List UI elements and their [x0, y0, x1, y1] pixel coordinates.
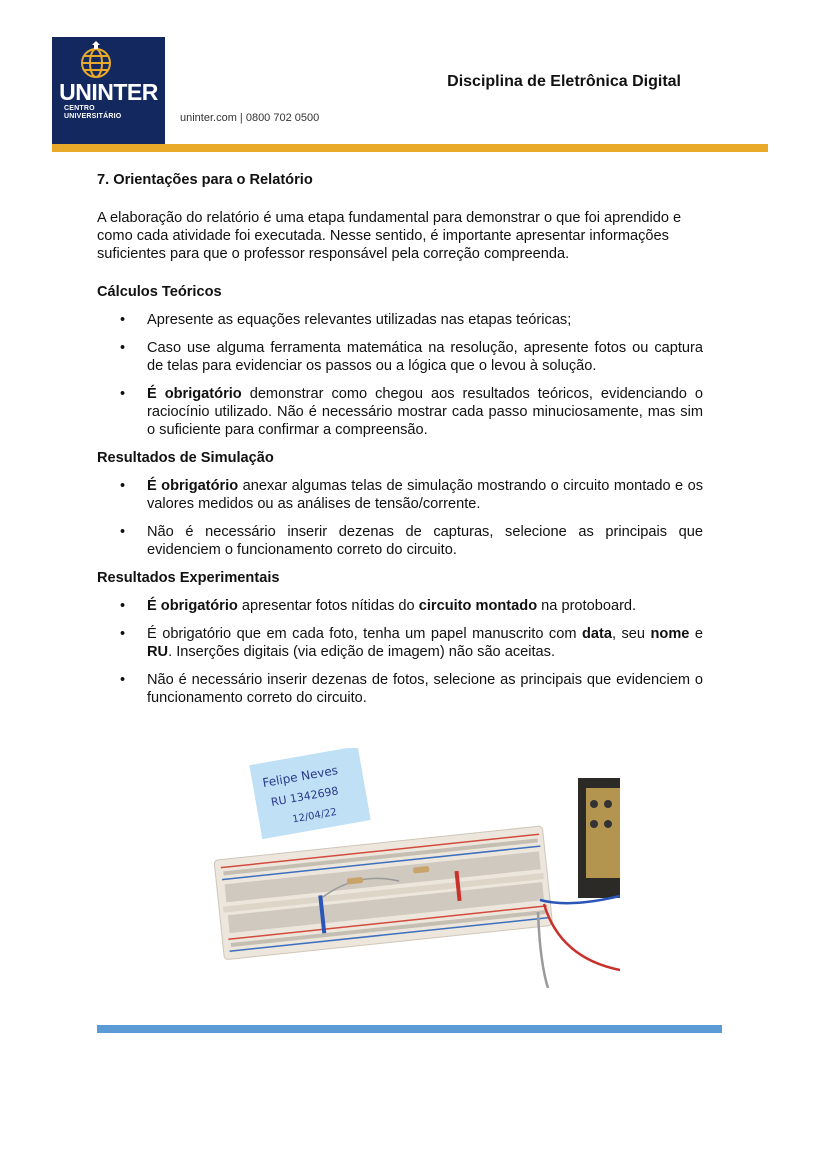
- item-text: . Inserções digitais (via edição de imagem) não são aceitas.: [168, 644, 556, 660]
- contact-info: uninter.com | 0800 702 0500: [180, 112, 320, 124]
- list-calculos: [97, 311, 703, 439]
- item-text: , seu: [611, 626, 651, 642]
- logo-sub-line-2: UNIVERSITÁRIO: [64, 113, 122, 120]
- main-content: [97, 171, 703, 707]
- list-item: [97, 597, 703, 615]
- intro-paragraph: A elaboração do relatório é uma etapa fundamental para demonstrar o que foi aprendido e como cada atividade foi executada. Nesse sentido, é importante apresentar informações suficientes para que o professor responsável pela correção compreenda.: [97, 210, 682, 262]
- note-name: Felipe Neves: [261, 763, 339, 791]
- item-text: demonstrar como chegou aos resultados teóricos, evidenciando o raciocínio utilizado. Não é necessário mostrar cada passo minuciosamente, mas sim o suficiente para confirmar a compreensão.: [147, 386, 704, 438]
- item-text: Não é necessário inserir dezenas de fotos, selecione as principais que evidenciem o funcionamento correto do circuito.: [147, 672, 703, 706]
- protoboard-photo: [210, 748, 620, 988]
- logo-wordmark: UNINTER: [59, 79, 158, 105]
- list-item: [97, 385, 703, 439]
- footer-rule: [97, 1025, 722, 1033]
- protoboard-illustration: [210, 748, 620, 988]
- list-item: [97, 311, 703, 329]
- item-bold: nome: [650, 626, 690, 642]
- item-text: apresentar fotos nítidas do: [237, 598, 419, 614]
- item-text: e: [689, 626, 704, 642]
- power-supply: [578, 778, 620, 898]
- list-item: [97, 339, 703, 375]
- item-text: É obrigatório que em cada foto, tenha um papel manuscrito com: [147, 626, 582, 642]
- heading-simulacao: Resultados de Simulação: [97, 450, 274, 466]
- item-text: Caso use alguma ferramenta matemática na resolução, apresente fotos ou captura de telas para evidenciar os passos ou a lógica que o levou à solução.: [147, 340, 703, 374]
- item-text: anexar algumas telas de simulação mostrando o circuito montado e os valores medidos ou as análises de tensão/corrente.: [147, 478, 703, 512]
- item-bold: circuito montado: [418, 598, 538, 614]
- section-title: 7. Orientações para o Relatório: [97, 172, 313, 188]
- logo-sub-line-1: CENTRO: [64, 105, 95, 112]
- course-title: Disciplina de Eletrônica Digital: [447, 73, 681, 90]
- heading-experimentais: Resultados Experimentais: [97, 570, 280, 586]
- item-text: Apresente as equações relevantes utilizadas nas etapas teóricas;: [147, 312, 572, 328]
- item-bold: É obrigatório: [147, 386, 242, 402]
- item-bold: É obrigatório: [147, 478, 239, 494]
- item-bold: data: [581, 626, 612, 642]
- list-item: [97, 625, 703, 661]
- item-text: na protoboard.: [537, 598, 637, 614]
- note-ru: RU 1342698: [270, 784, 340, 809]
- list-item: [97, 523, 703, 559]
- uninter-logo: [52, 37, 165, 145]
- heading-calculos: Cálculos Teóricos: [97, 284, 222, 300]
- note-date: 12/04/22: [291, 806, 338, 826]
- list-item: [97, 477, 703, 513]
- item-text: Não é necessário inserir dezenas de capturas, selecione as principais que evidenciem o funcionamento correto do circuito.: [147, 524, 703, 558]
- list-simulacao: [97, 477, 703, 559]
- handwritten-note: [249, 748, 370, 839]
- header-rule: [52, 144, 768, 152]
- item-bold: É obrigatório: [147, 598, 238, 614]
- list-experimentais: [97, 597, 703, 707]
- item-bold: RU: [147, 644, 169, 660]
- list-item: [97, 671, 703, 707]
- logo-subtitle: [64, 105, 121, 121]
